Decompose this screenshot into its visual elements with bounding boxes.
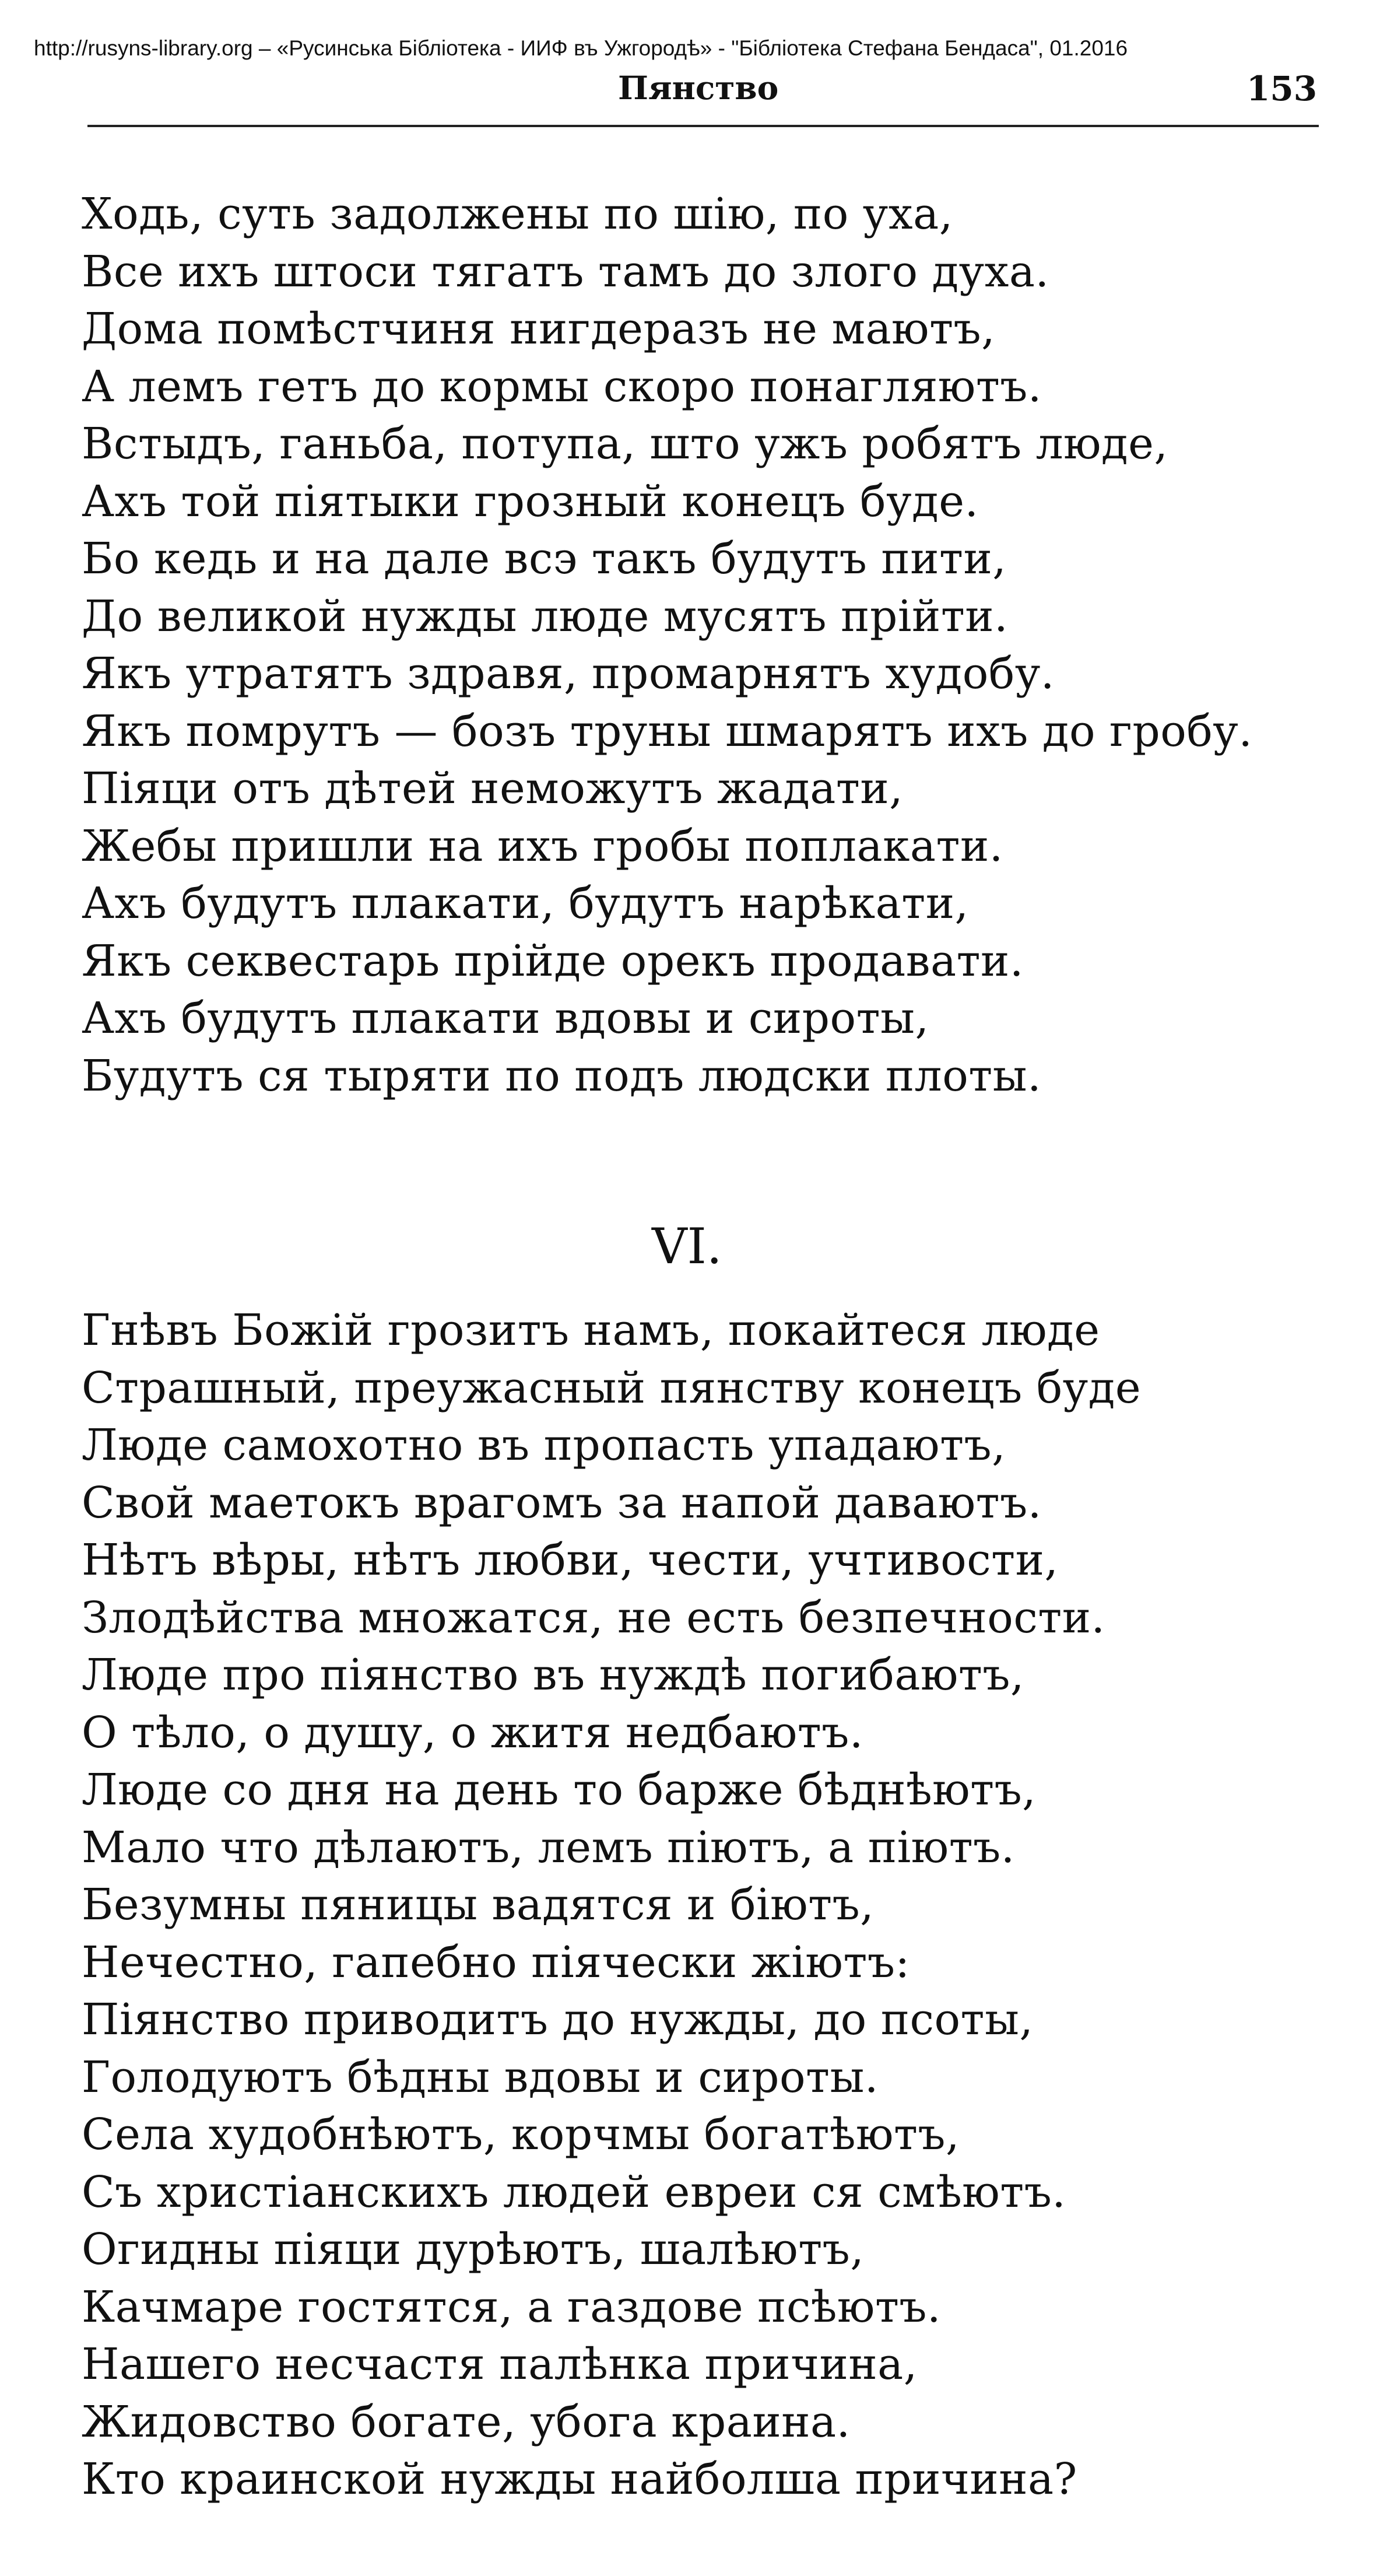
- verse-line: Кто краинской нужды найболша причина?: [82, 2454, 1077, 2504]
- verse-line: Ахъ будутъ плакати вдовы и сироты,: [82, 993, 929, 1043]
- verse-line: Страшный, преужасный пянству конецъ буде: [82, 1362, 1142, 1413]
- page-number: 153: [1246, 69, 1318, 108]
- verse-line: Нечестно, гапебно піячески жіютъ:: [82, 1937, 910, 1988]
- running-title: Пянство: [618, 69, 779, 107]
- verse-line: Ходь, суть задолжены по шію, по уха,: [82, 189, 953, 239]
- verse-line: Люде со дня на день то барже бѣднѣютъ,: [82, 1765, 1037, 1815]
- verse-line: Съ христіанскихъ людей евреи ся смѣютъ.: [82, 2167, 1066, 2217]
- verse-line: Якъ помрутъ — бозъ труны шмарятъ ихъ до гробу.: [82, 706, 1253, 756]
- verse-line: А лемъ гетъ до кормы скоро понагляютъ.: [82, 361, 1042, 412]
- verse-line: Піяци отъ дѣтей неможутъ жадати,: [82, 763, 904, 814]
- verse-line: Огидны піяци дурѣютъ, шалѣютъ,: [82, 2224, 865, 2274]
- verse-line: Якъ утратятъ здравя, промарнятъ худобу.: [82, 649, 1055, 699]
- verse-line: Все ихъ штоси тягатъ тамъ до злого духа.: [82, 246, 1049, 297]
- verse-line: Дома помѣстчиня нигдеразъ не маютъ,: [82, 304, 996, 354]
- verse-line: Жидовство богате, убога краина.: [82, 2396, 851, 2447]
- verse-line: Якъ секвестарь прійде орекъ продавати.: [82, 935, 1024, 986]
- verse-line: Бо кедь и на дале всэ такъ будутъ пити,: [82, 534, 1007, 584]
- verse-line: Люде самохотно въ пропасть упадаютъ,: [82, 1420, 1006, 1470]
- section-numeral: VI.: [652, 1218, 722, 1275]
- verse-line: Ахъ той піятыки грозный конецъ буде.: [82, 476, 979, 527]
- verse-line: Голодуютъ бѣдны вдовы и сироты.: [82, 2052, 879, 2102]
- verse-line: Будутъ ся тыряти по подъ людски плоты.: [82, 1050, 1042, 1101]
- verse-line: Злодѣйства множатся, не есть безпечности.: [82, 1592, 1105, 1643]
- stanza-2: [82, 1302, 1141, 2508]
- verse-line: Гнѣвъ Божій грозитъ намъ, покайтеся люде: [82, 1305, 1100, 1355]
- verse-line: Нѣтъ вѣры, нѣтъ любви, чести, учтивости,: [82, 1535, 1059, 1585]
- source-line: http://rusyns-library.org – «Русинська Бібліотека - ИИФ въ Ужгородѣ» - "Бібліотека Стефана Бендаса", 01.2016: [34, 36, 1128, 60]
- verse-line: Піянство приводитъ до нужды, до псоты,: [82, 1995, 1034, 2045]
- verse-line: Жебы пришли на ихъ гробы поплакати.: [82, 821, 1003, 871]
- verse-line: До великой нужды люде мусятъ прійти.: [82, 591, 1009, 642]
- verse-line: О тѣло, о душу, о житя недбаютъ.: [82, 1707, 863, 1758]
- header-rule: [87, 125, 1319, 127]
- verse-line: Села худобнѣютъ, корчмы богатѣютъ,: [82, 2109, 960, 2160]
- running-head: [0, 69, 1373, 115]
- verse-line: Нашего несчастя палѣнка причина,: [82, 2339, 918, 2389]
- verse-line: Ахъ будутъ плакати, будутъ нарѣкати,: [82, 878, 969, 928]
- verse-line: Люде про піянство въ нуждѣ погибаютъ,: [82, 1650, 1024, 1700]
- verse-line: Мало что дѣлаютъ, лемъ піютъ, а піютъ.: [82, 1822, 1015, 1873]
- verse-line: Свой маетокъ врагомъ за напой даваютъ.: [82, 1477, 1042, 1528]
- verse-line: Качмаре гостятся, а газдове псѣютъ.: [82, 2281, 942, 2332]
- stanza-1: [82, 185, 1252, 1105]
- verse-line: Безумны пяницы вадятся и біютъ,: [82, 1880, 875, 1930]
- verse-line: Встыдъ, ганьба, потупа, што ужъ робятъ люде,: [82, 419, 1168, 469]
